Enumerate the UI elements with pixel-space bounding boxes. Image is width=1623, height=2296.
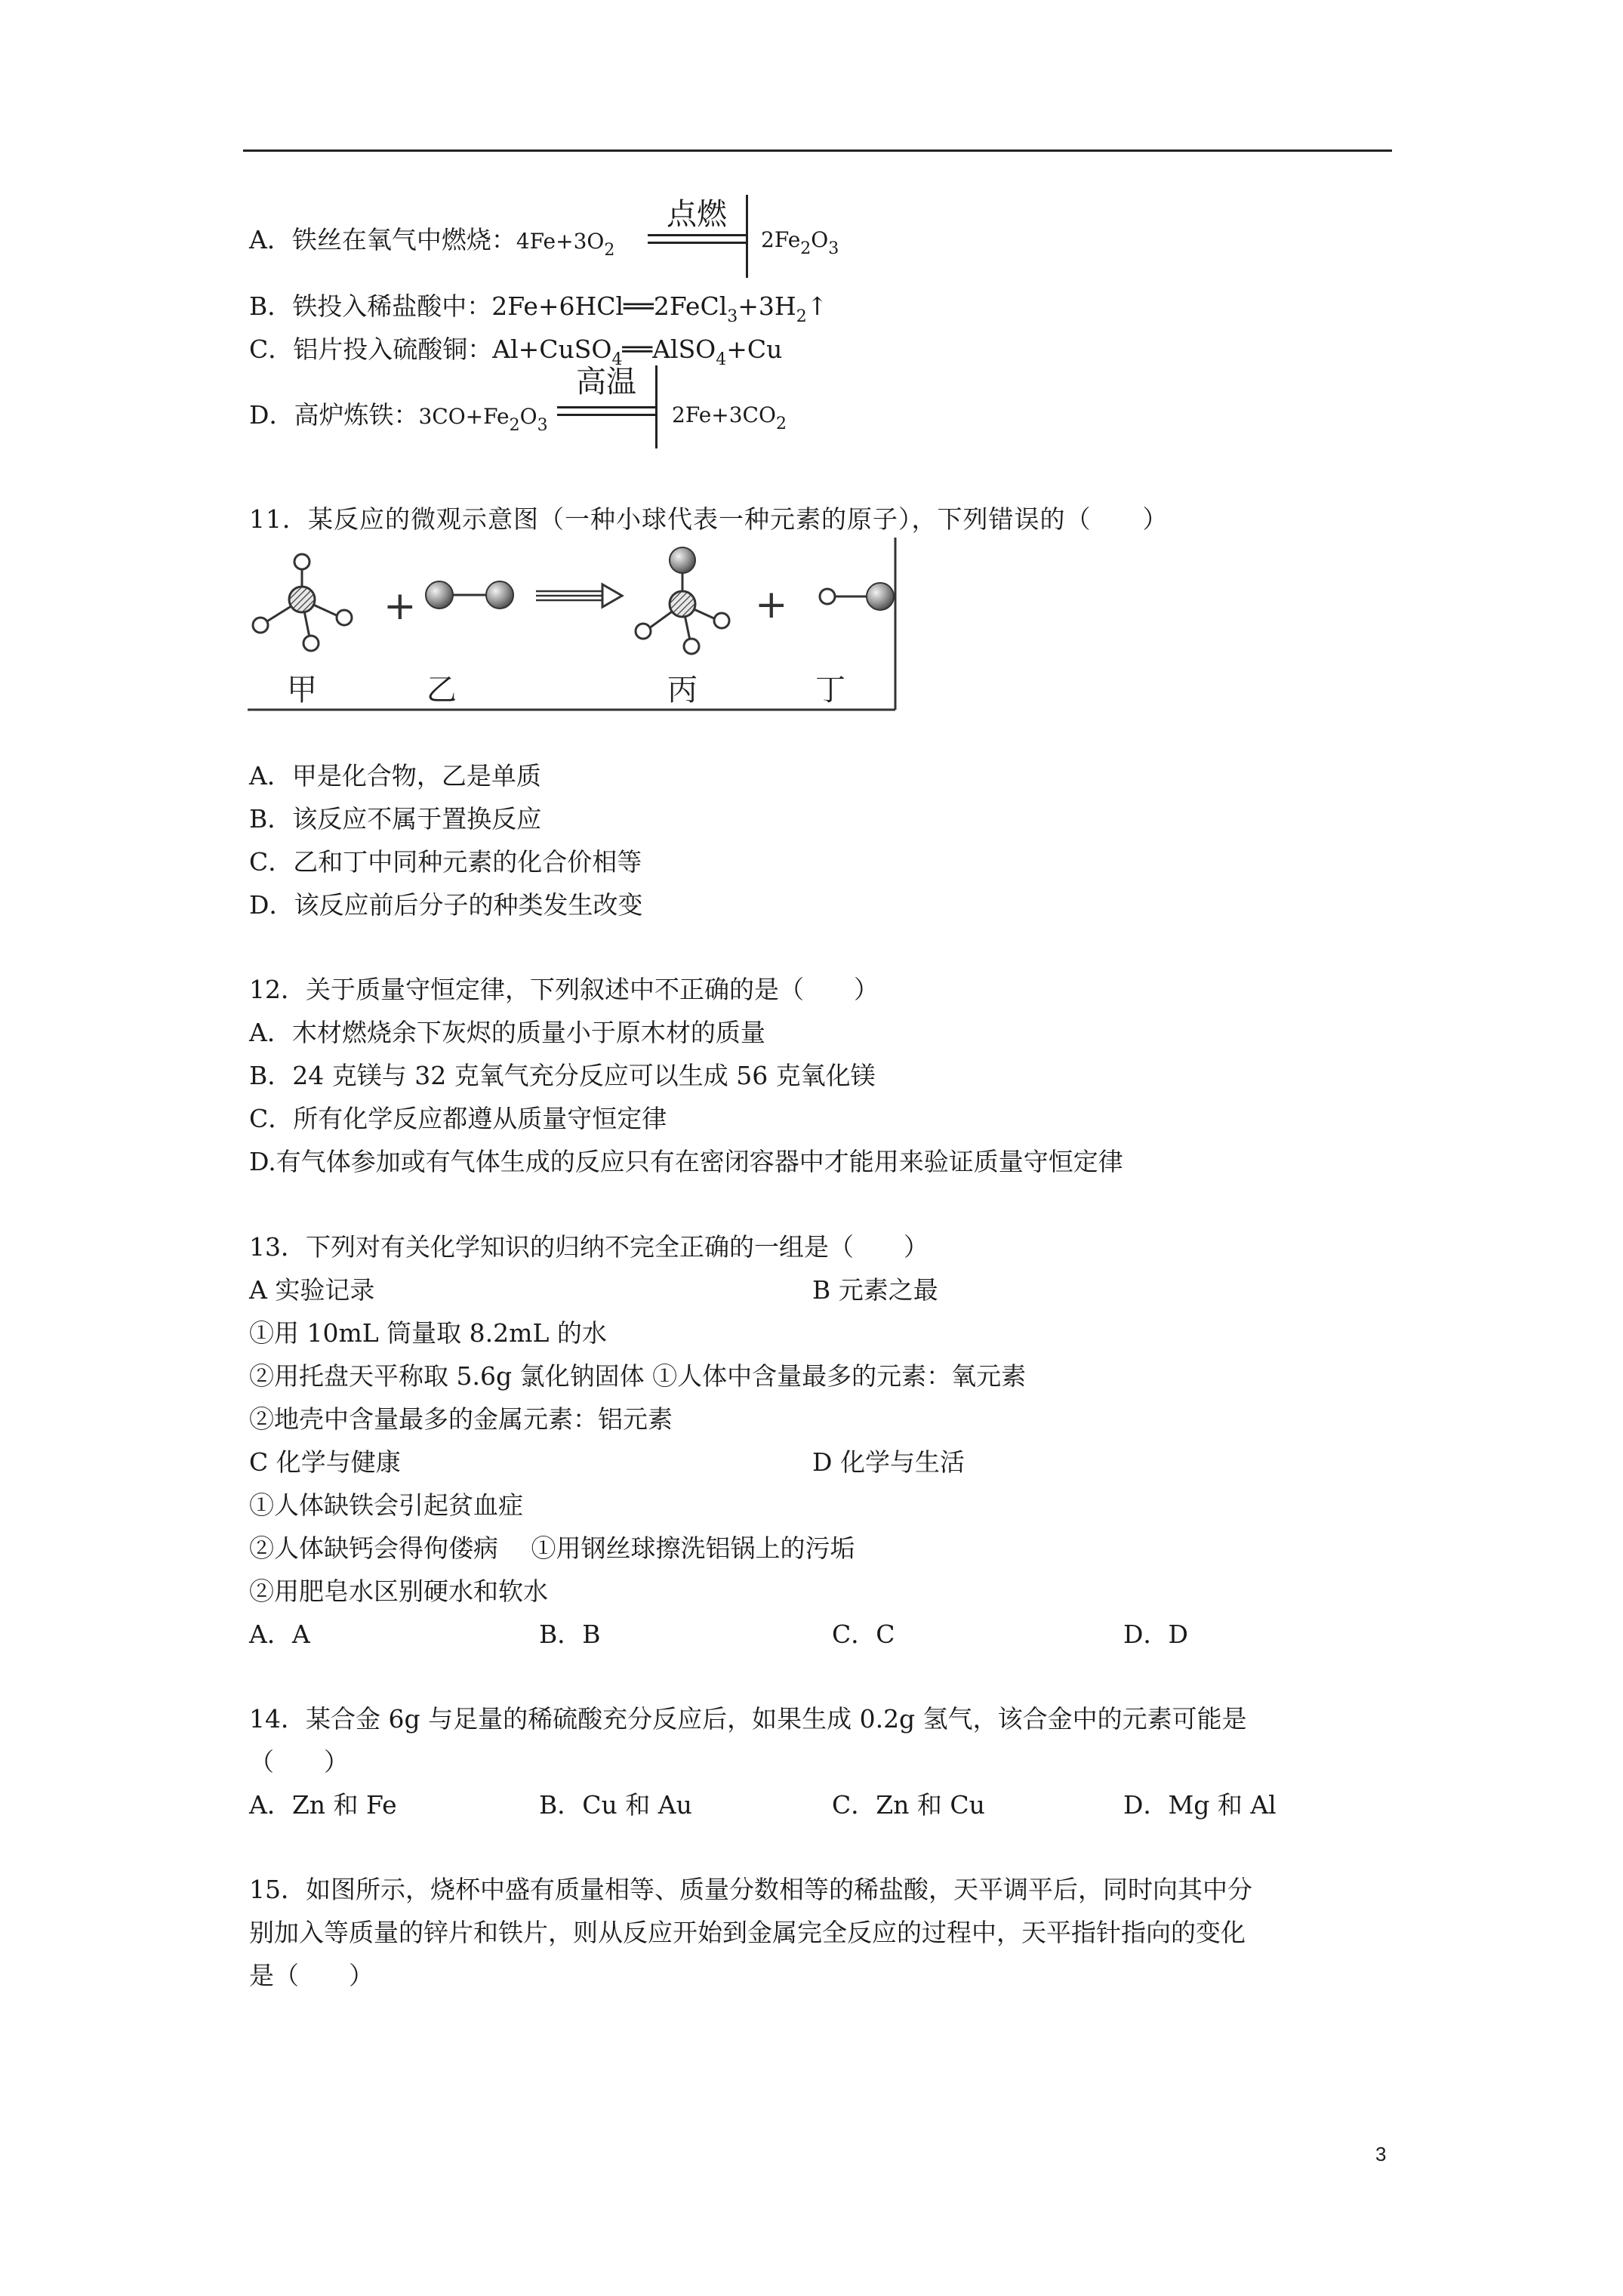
q10-option-d [249, 400, 548, 434]
equals-double-line [648, 234, 746, 245]
q13-choice-c: C．C [832, 1620, 895, 1649]
q14-choice-c: C．Zn 和 Cu [832, 1790, 985, 1820]
q10-option-a [249, 225, 614, 259]
q13-choice-d: D．D [1123, 1620, 1188, 1649]
subscript: 2 [775, 415, 787, 433]
q13-row: ②人体缺钙会得佝偻病 ①用钢丝球擦洗铝锅上的污垢 [249, 1533, 855, 1563]
q10-option-c [249, 334, 782, 368]
molecule-jia [253, 554, 352, 651]
q14-choice-b: B．Cu 和 Au [539, 1790, 692, 1820]
q10-a-condition-arrow [648, 195, 746, 278]
header-rule [243, 149, 1392, 152]
page-number: 3 [1375, 2143, 1387, 2165]
q10-d-condition-label: 高温 [576, 365, 636, 399]
q11-option-c: C．乙和丁中同种元素的化合价相等 [249, 847, 642, 877]
q15-stem-line: 别加入等质量的锌片和铁片，则从反应开始到金属完全反应的过程中，天平指针指向的变化 [249, 1918, 1246, 1947]
gas-arrow-icon: ↑ [806, 291, 828, 321]
plus-icon: + [383, 584, 417, 629]
q10-a-condition-label: 点燃 [667, 197, 727, 232]
molecule-ding [820, 583, 894, 610]
q15-stem-line: 是（ ） [249, 1961, 374, 1990]
subscript: 2 [604, 241, 615, 260]
label-yi: 乙 [427, 673, 457, 707]
product-text: 2Fe+3CO [672, 402, 776, 427]
equation-bracket-line [655, 365, 658, 448]
q10-a-products [761, 225, 839, 257]
q10-a-prefix: A．铁丝在氧气中燃烧： [249, 225, 516, 254]
subscript: 3 [727, 307, 738, 326]
option-text: +Cu [726, 334, 783, 364]
q13-stem: 13．下列对有关化学知识的归纳不完全正确的一组是（ ） [249, 1232, 929, 1262]
q11-option-d: D．该反应前后分子的种类发生改变 [249, 890, 643, 920]
label-jia: 甲 [287, 673, 317, 707]
q13-heading-b: B 元素之最 [812, 1275, 938, 1305]
q13-heading-d: D 化学与生活 [812, 1447, 965, 1477]
q10-a-reactants: 4Fe+3O [516, 229, 605, 254]
q12-stem: 12．关于质量守恒定律，下列叙述中不正确的是（ ） [249, 975, 879, 1004]
subscript: 3 [537, 416, 548, 435]
q13-heading-a: A 实验记录 [249, 1275, 375, 1305]
option-text: D．高炉炼铁： [249, 400, 419, 430]
q13-row: ②用托盘天平称取 5.6g 氯化钠固体 ①人体中含量最多的元素：氧元素 [249, 1361, 1027, 1391]
subscript: 2 [509, 416, 520, 435]
q12-option-c: C．所有化学反应都遵从质量守恒定律 [249, 1104, 667, 1133]
q13-row: ①用 10mL 筒量取 8.2mL 的水 [249, 1318, 607, 1348]
reactant-text: 3CO+Fe [418, 404, 510, 429]
label-bing: 丙 [667, 673, 698, 707]
molecule-bing [636, 547, 729, 654]
q13-choice-a: A．A [249, 1620, 310, 1649]
q11-option-a: A．甲是化合物，乙是单质 [249, 761, 541, 791]
q14-stem-bracket: （ ） [249, 1747, 349, 1777]
q10-d-condition-arrow [557, 365, 655, 448]
q13-row: ②地壳中含量最多的金属元素：铝元素 [249, 1404, 673, 1434]
reactant-text: O [519, 404, 537, 429]
option-text: B．铁投入稀盐酸中：2Fe+6HCl══2FeCl [249, 291, 728, 321]
q11-molecule-diagram [242, 538, 906, 719]
equation-bracket-line [746, 195, 748, 278]
molecule-yi [426, 581, 513, 609]
q13-heading-c: C 化学与健康 [249, 1447, 401, 1477]
product-text: 2Fe [761, 227, 801, 252]
q12-option-b: B．24 克镁与 32 克氧气充分反应可以生成 56 克氧化镁 [249, 1061, 876, 1090]
q14-choice-a: A．Zn 和 Fe [249, 1790, 397, 1820]
option-text: +3H [738, 291, 796, 321]
q13-row: ①人体缺铁会引起贫血症 [249, 1490, 523, 1520]
q11-stem: 11．某反应的微观示意图（一种小球代表一种元素的原子），下列错误的（ ） [249, 504, 1169, 534]
equals-double-line [557, 406, 655, 417]
q14-choice-d: D．Mg 和 Al [1123, 1790, 1277, 1820]
q10-option-b [249, 291, 827, 325]
q12-option-a: A．木材燃烧余下灰烬的质量小于原木材的质量 [249, 1018, 765, 1047]
option-text: C．铝片投入硫酸铜：Al+CuSO [249, 334, 612, 364]
option-text: ══AlSO [622, 334, 716, 364]
q15-stem-line: 15．如图所示，烧杯中盛有质量相等、质量分数相等的稀盐酸，天平调平后，同时向其中分 [249, 1875, 1252, 1904]
q11-option-b: B．该反应不属于置换反应 [249, 804, 542, 834]
label-ding: 丁 [815, 673, 845, 707]
subscript: 2 [800, 239, 812, 258]
reaction-arrow-icon [536, 584, 622, 607]
q13-choice-b: B．B [539, 1620, 601, 1649]
product-text: O [811, 227, 829, 252]
subscript: 3 [828, 239, 839, 258]
subscript: 4 [716, 350, 727, 369]
q12-option-d: D.有气体参加或有气体生成的反应只有在密闭容器中才能用来验证质量守恒定律 [249, 1147, 1123, 1176]
q14-stem: 14．某合金 6g 与足量的稀硫酸充分反应后，如果生成 0.2g 氢气，该合金中的元素可能是 [249, 1704, 1247, 1734]
subscript: 2 [796, 307, 807, 326]
subscript: 4 [611, 350, 623, 369]
q13-row: ②用肥皂水区别硬水和软水 [249, 1576, 548, 1606]
q10-d-products [672, 400, 787, 433]
plus-icon: + [755, 582, 788, 627]
